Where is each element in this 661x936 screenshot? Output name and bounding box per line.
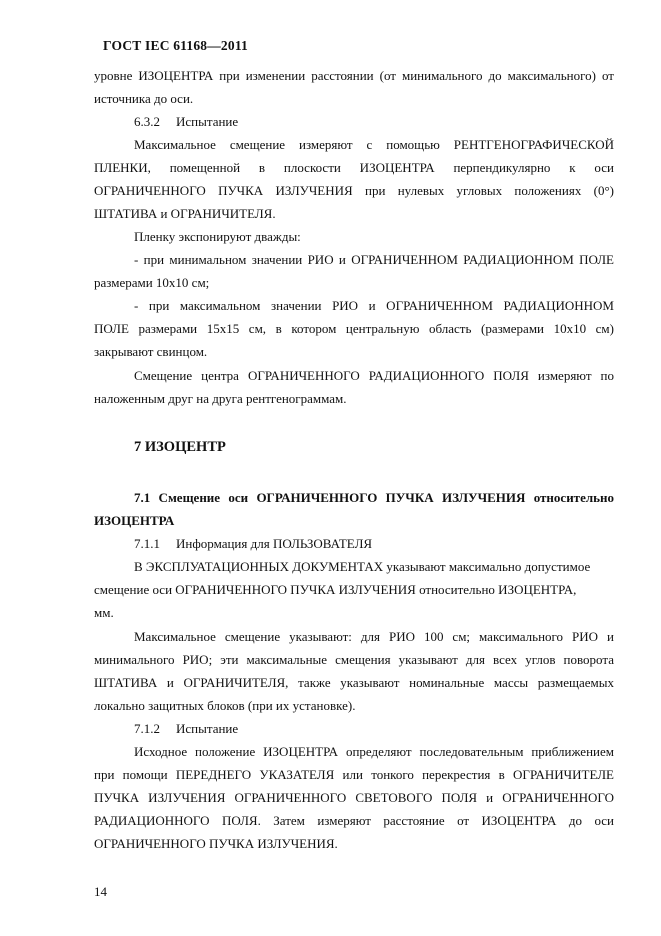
text-line: ОГРАНИЧЕННОГО ПУЧКА ИЗЛУЧЕНИЯ при нулевых угловых положениях (0°) (94, 183, 614, 198)
text-line: ПОЛЕ размерами 15x15 см, в котором центральную область (размерами 10x10 см) (94, 321, 614, 336)
subsection-title: Информация для ПОЛЬЗОВАТЕЛЯ (176, 536, 373, 551)
text-line: ПУЧКА ИЗЛУЧЕНИЯ ОГРАНИЧЕННОГО СВЕТОВОГО ПОЛЯ и ОГРАНИЧЕННОГО (94, 790, 614, 805)
subsection-number: 6.3.2 (134, 114, 160, 129)
text-line: ШТАТИВА и ОГРАНИЧИТЕЛЯ. (94, 206, 276, 221)
text-line: минимального РИО; эти максимальные смещения указывают для всех углов поворота (94, 652, 614, 667)
text-line: ПЛЕНКИ, помещенной в плоскости ИЗОЦЕНТРА перпендикулярно к оси (94, 160, 614, 175)
text-line: В ЭКСПЛУАТАЦИОННЫХ ДОКУМЕНТАХ указывают максимально допустимое (134, 559, 591, 574)
clause-heading: 7.1 Смещение оси ОГРАНИЧЕННОГО ПУЧКА ИЗЛУЧЕНИЯ относительно (134, 490, 614, 505)
subsection-title: Испытание (176, 114, 239, 129)
text-line: Максимальное смещение указывают: для РИО 100 см; максимального РИО и (134, 629, 614, 644)
text-line: Пленку экспонируют дважды: (134, 229, 301, 244)
text-line: уровне ИЗОЦЕНТРА при изменении расстоянии (от минимального до максимального) от (94, 68, 614, 83)
list-item: - при минимальном значении РИО и ОГРАНИЧЕННОМ РАДИАЦИОННОМ ПОЛЕ (134, 252, 614, 267)
text-line: локально защитных блоков (при их установке). (94, 698, 356, 713)
subsection-heading (134, 719, 614, 739)
text-line: источника до оси. (94, 91, 194, 106)
text-line: мм. (94, 605, 114, 620)
text-line: РАДИАЦИОННОГО ПОЛЯ. Затем измеряют расстояние от ИЗОЦЕНТРА до оси (94, 813, 614, 828)
text-line: Смещение центра ОГРАНИЧЕННОГО РАДИАЦИОННОГО ПОЛЯ измеряют по (134, 368, 614, 383)
text-line: смещение оси ОГРАНИЧЕННОГО ПУЧКА ИЗЛУЧЕНИЯ относительно ИЗОЦЕНТРА, (94, 582, 577, 597)
text-line: размерами 10x10 см; (94, 275, 210, 290)
subsection-heading (134, 534, 614, 554)
subsection-number: 7.1.2 (134, 721, 160, 736)
list-item: - при максимальном значении РИО и ОГРАНИЧЕННОМ РАДИАЦИОННОМ (134, 298, 614, 313)
subsection-title: Испытание (176, 721, 239, 736)
text-line: Максимальное смещение измеряют с помощью РЕНТГЕНОГРАФИЧЕСКОЙ (134, 137, 614, 152)
text-line: ШТАТИВА и ОГРАНИЧИТЕЛЯ, также указывают номинальные массы размещаемых (94, 675, 614, 690)
text-line: ОГРАНИЧЕННОГО ПУЧКА ИЗЛУЧЕНИЯ. (94, 836, 338, 851)
text-line: закрывают свинцом. (94, 344, 208, 359)
text-line: при помощи ПЕРЕДНЕГО УКАЗАТЕЛЯ или тонкого перекрестия в ОГРАНИЧИТЕЛЕ (94, 767, 614, 782)
clause-heading-continued: ИЗОЦЕНТРА (94, 513, 175, 528)
page-number: 14 (94, 884, 107, 899)
subsection-number: 7.1.1 (134, 536, 160, 551)
page-header: ГОСТ IEC 61168—2011 (103, 38, 248, 53)
text-line: Исходное положение ИЗОЦЕНТРА определяют последовательным приближением (134, 744, 614, 759)
text-line: наложенным друг на друга рентгенограммам. (94, 391, 347, 406)
subsection-heading (134, 112, 614, 132)
section-heading: 7 ИЗОЦЕНТР (134, 439, 226, 455)
